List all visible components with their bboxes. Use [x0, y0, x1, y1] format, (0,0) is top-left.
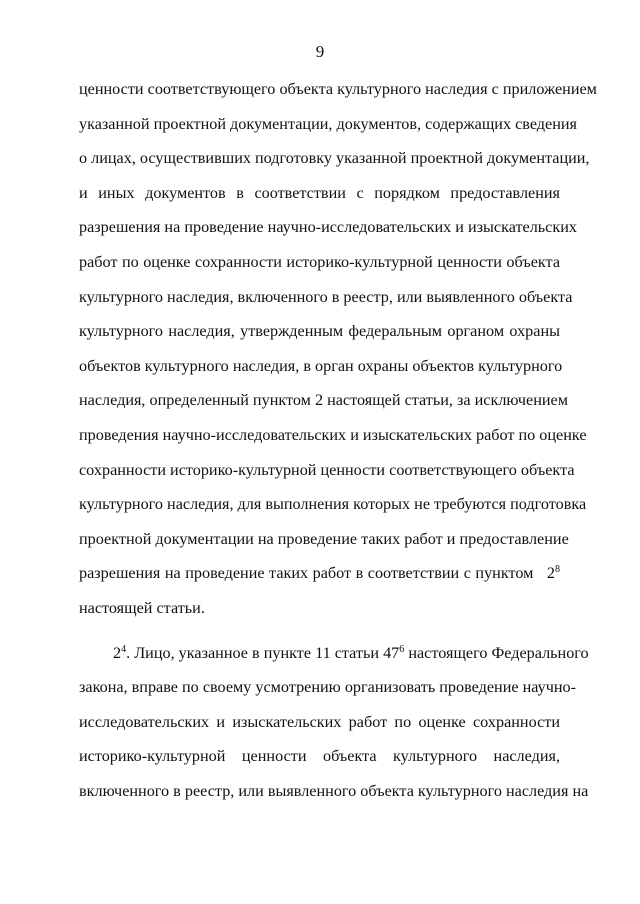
text-line: сохранности историко-культурной ценности соответствующего объекта — [79, 460, 575, 479]
paragraph-continuation — [79, 79, 597, 633]
text-line: указанной проектной документации, документов, содержащих сведения — [79, 114, 577, 133]
text-line: и иных документов в соответствии с порядком предоставления — [79, 183, 560, 202]
clause-number-base: 2 — [113, 643, 122, 662]
text-line: включенного в реестр, или выявленного объекта культурного наследия на — [79, 781, 589, 800]
document-body — [79, 79, 597, 815]
text-line-with-reference — [79, 563, 560, 598]
clause-reference-superscript: 8 — [555, 564, 561, 576]
text-line: работ по оценке сохранности историко-культурной ценности объекта — [79, 252, 560, 271]
text-segment: настоящего Федерального — [404, 643, 589, 662]
paragraph-gap — [79, 633, 560, 643]
text-line: ценности соответствующего объекта культурного наследия с приложением — [79, 80, 597, 98]
text-line: наследия, определенный пунктом 2 настоящей статьи, за исключением — [79, 391, 568, 410]
text-segment: разрешения на проведение таких работ в соответствии с пунктом — [79, 564, 534, 583]
text-line: культурного наследия, для выполнения которых не требуются подготовка — [79, 495, 587, 514]
text-line: объектов культурного наследия, в орган охраны объектов культурного — [79, 356, 563, 375]
text-segment: . Лицо, указанное в пункте 11 статьи 47 — [126, 643, 400, 662]
text-line: культурного наследия, утвержденным федеральным органом охраны — [79, 322, 560, 341]
article-superscript: 6 — [399, 643, 405, 655]
text-line: историко-культурной ценности объекта культурного наследия, — [79, 747, 560, 766]
paragraph-clause — [79, 643, 589, 816]
clause-reference — [547, 564, 560, 582]
text-line: культурного наследия, включенного в реестр, или выявленного объекта — [79, 287, 573, 306]
text-line: проведения научно-исследовательских и изыскательских работ по оценке — [79, 425, 587, 444]
text-line: проектной документации на проведение таких работ и предоставление — [79, 529, 569, 548]
text-line: разрешения на проведение научно-исследовательских и изыскательских — [79, 218, 577, 237]
clause-reference-base: 2 — [546, 564, 556, 583]
text-line: закона, вправе по своему усмотрению организовать проведение научно- — [79, 678, 577, 697]
text-line: о лицах, осуществивших подготовку указанной проектной документации, — [79, 149, 590, 168]
text-line: исследовательских и изыскательских работ по оценке сохранности — [79, 712, 560, 731]
text-line: настоящей статьи. — [79, 598, 205, 617]
clause-number-superscript: 4 — [121, 643, 127, 655]
page-number: 9 — [315, 42, 325, 61]
clause-first-line — [79, 643, 589, 678]
